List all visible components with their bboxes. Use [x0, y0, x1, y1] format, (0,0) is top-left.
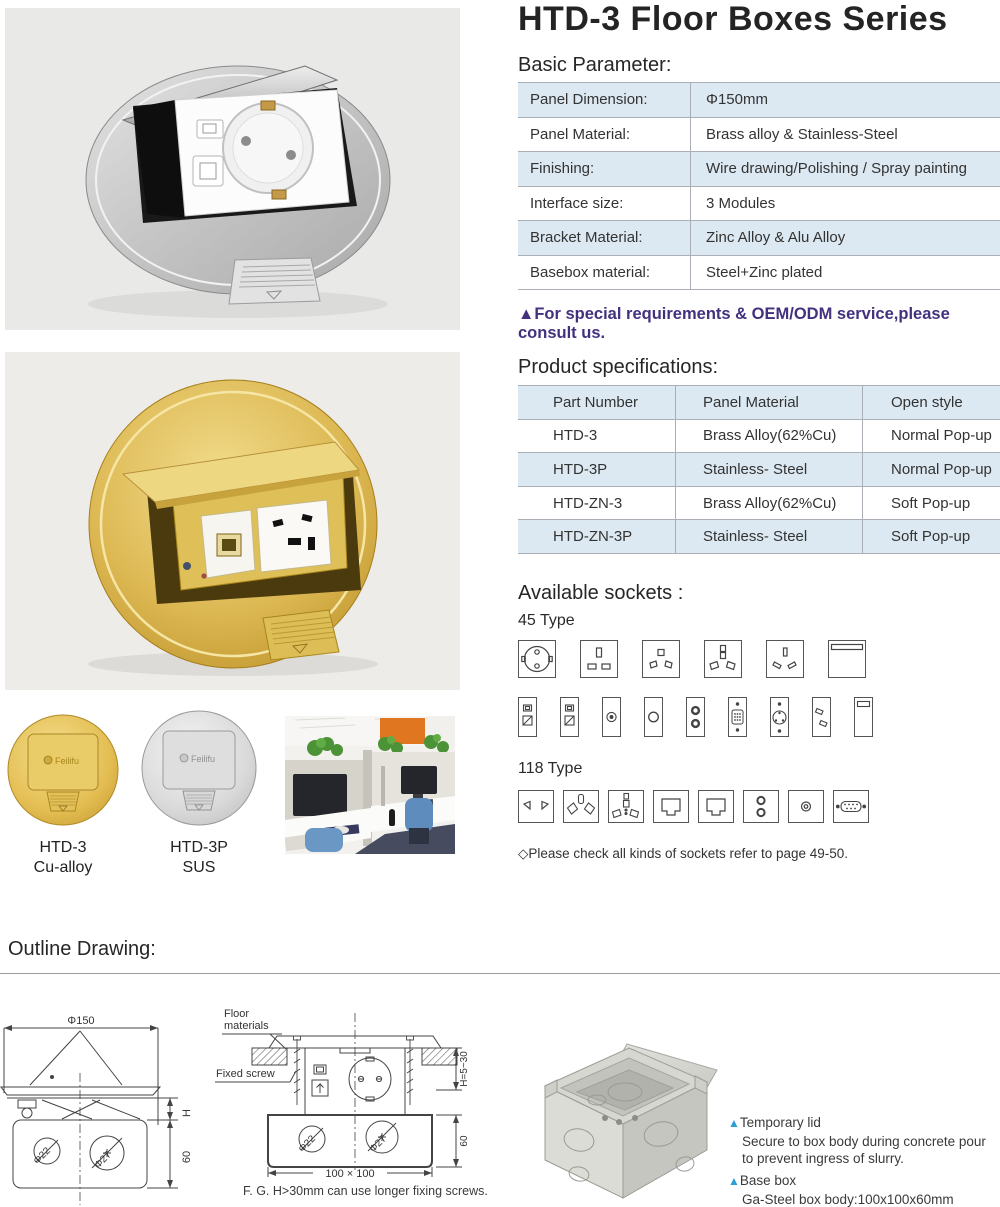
svg-text:Φ150: Φ150: [67, 1015, 95, 1027]
blank-narrow-plate-icon: [854, 697, 873, 737]
basic-parameter-heading: Basic Parameter:: [518, 54, 672, 76]
product-material: Cu-alloy: [33, 859, 93, 876]
spec-cell: Brass Alloy(62%Cu): [675, 419, 862, 453]
two-flat-pin-socket-icon: [812, 697, 831, 737]
spec-cell: HTD-ZN-3: [518, 486, 675, 520]
svg-text:Φ22: Φ22: [296, 1133, 318, 1155]
rj45-keystone-icon: [518, 697, 537, 737]
satellite-socket-icon: [644, 697, 663, 737]
basic-row-label: Basebox material:: [518, 255, 690, 290]
svg-text:60: 60: [459, 1135, 470, 1147]
spec-col-header: Panel Material: [675, 385, 862, 419]
svg-text:100 × 100: 100 × 100: [325, 1168, 375, 1180]
basic-row-value: Φ150mm: [690, 82, 1000, 117]
steel-floorbox-illustration: [5, 8, 460, 330]
universal-3pin-socket-icon: [642, 640, 680, 678]
basic-row-value: Wire drawing/Polishing / Spray painting: [690, 151, 1000, 186]
rj45-jack-icon: [698, 790, 734, 823]
basic-row-label: Interface size:: [518, 186, 690, 221]
china-3pin-socket-icon: [766, 640, 804, 678]
spec-cell: Stainless- Steel: [675, 519, 862, 553]
svg-text:Φ22: Φ22: [31, 1145, 53, 1167]
drawing-caption: F. G. H>30mm can use longer fixing screws.: [243, 1184, 488, 1198]
spec-cell: Soft Pop-up: [862, 486, 1000, 520]
page-title: HTD-3 Floor Boxes Series: [518, 0, 948, 38]
three-pin-fan-socket-icon: [563, 790, 599, 823]
spec-cell: Normal Pop-up: [862, 452, 1000, 486]
svg-text:Floor: Floor: [224, 1008, 250, 1020]
spec-cell: Brass Alloy(62%Cu): [675, 486, 862, 520]
rj45-jack-icon: [653, 790, 689, 823]
spec-cell: HTD-3: [518, 419, 675, 453]
socket-row-45-2: [518, 697, 873, 737]
product-material: SUS: [182, 859, 216, 876]
svg-text:materials: materials: [224, 1020, 269, 1032]
tv-socket-icon: [602, 697, 621, 737]
product-photo-brass-open: [5, 352, 460, 690]
svg-text:60: 60: [181, 1150, 193, 1164]
product-specifications-table: [518, 385, 1000, 554]
uk-socket-icon: [580, 640, 618, 678]
speaker-terminal-icon: [686, 697, 705, 737]
product-label-htd3: [8, 838, 118, 878]
basic-row-value: Zinc Alloy & Alu Alloy: [690, 220, 1000, 255]
multi-standard-socket-icon: [704, 640, 742, 678]
annotation-title: Base box: [739, 1173, 797, 1188]
product-specifications-heading: Product specifications:: [518, 356, 719, 378]
annotation-line: Secure to box body during concrete pour: [742, 1133, 986, 1149]
side-view-drawing: [0, 1015, 200, 1207]
svg-text:H: H: [181, 1109, 193, 1117]
basic-row-value: Steel+Zinc plated: [690, 255, 1000, 290]
outline-drawing-heading: Outline Drawing:: [8, 938, 156, 960]
svg-text:Φ27: Φ27: [367, 1133, 389, 1155]
annotation-line: Ga-Steel box body:100x100x60mm: [742, 1191, 954, 1207]
basic-parameter-table: [518, 82, 1000, 290]
spec-col-header: Open style: [862, 385, 1000, 419]
vga-port-icon: [728, 697, 747, 737]
svg-text:Φ27: Φ27: [92, 1149, 114, 1171]
annotation-base-box: [728, 1172, 1000, 1207]
basic-row-value: 3 Modules: [690, 186, 1000, 221]
spec-col-header: Part Number: [518, 385, 675, 419]
brass-floorbox-illustration: [5, 352, 460, 690]
basic-row-label: Bracket Material:: [518, 220, 690, 255]
socket-group-45-label: 45 Type: [518, 612, 575, 629]
basic-row-label: Panel Dimension:: [518, 82, 690, 117]
socket-row-45-1: [518, 640, 866, 678]
base-box-photo: [535, 1022, 735, 1207]
product-photo-steel-open: [5, 8, 460, 330]
brand-logo-text: Feilifu: [191, 754, 216, 764]
svg-text:H=5~30: H=5~30: [459, 1051, 470, 1087]
cross-section-drawing: [210, 1005, 470, 1183]
product-photo-htd3p-closed: [139, 706, 259, 834]
office-application-photo: [285, 716, 455, 854]
product-name: HTD-3P: [170, 839, 228, 856]
brand-logo-text: Feilifu: [55, 756, 80, 766]
vga-port-icon: [833, 790, 869, 823]
spec-cell: Soft Pop-up: [862, 519, 1000, 553]
spec-cell: Stainless- Steel: [675, 452, 862, 486]
spec-cell: HTD-ZN-3P: [518, 519, 675, 553]
schuko-socket-icon: [518, 640, 556, 678]
xlr-audio-socket-icon: [770, 697, 789, 737]
multi-standard-socket-icon: [608, 790, 644, 823]
section-divider: [0, 973, 1000, 974]
basic-row-value: Brass alloy & Stainless-Steel: [690, 117, 1000, 152]
rj45-keystone-icon: [560, 697, 579, 737]
annotation-line: to prevent ingress of slurry.: [742, 1151, 904, 1166]
spec-cell: Normal Pop-up: [862, 419, 1000, 453]
socket-group-118-label: 118 Type: [518, 760, 583, 777]
triangle-bullet-icon: ▲: [728, 1116, 740, 1130]
basic-row-label: Panel Material:: [518, 117, 690, 152]
two-flat-pin-socket-icon: [518, 790, 554, 823]
annotation-title: Temporary lid: [739, 1115, 821, 1130]
annotation-temporary-lid: [728, 1114, 1000, 1168]
basic-row-label: Finishing:: [518, 151, 690, 186]
spec-cell: HTD-3P: [518, 452, 675, 486]
svg-text:Fixed screw: Fixed screw: [216, 1068, 275, 1080]
product-name: HTD-3: [39, 839, 87, 856]
sockets-reference-note: ◇Please check all kinds of sockets refer to page 49-50.: [518, 846, 849, 861]
blank-plate-icon: [828, 640, 866, 678]
double-rca-socket-icon: [743, 790, 779, 823]
socket-row-118: [518, 790, 869, 823]
product-label-htd3p: [144, 838, 254, 878]
product-photo-htd3-closed: [6, 710, 120, 834]
available-sockets-heading: Available sockets :: [518, 582, 684, 604]
triangle-bullet-icon: ▲: [728, 1174, 740, 1188]
tv-socket-icon: [788, 790, 824, 823]
special-requirements-note: ▲For special requirements & OEM/ODM service,please consult us.: [518, 305, 950, 342]
